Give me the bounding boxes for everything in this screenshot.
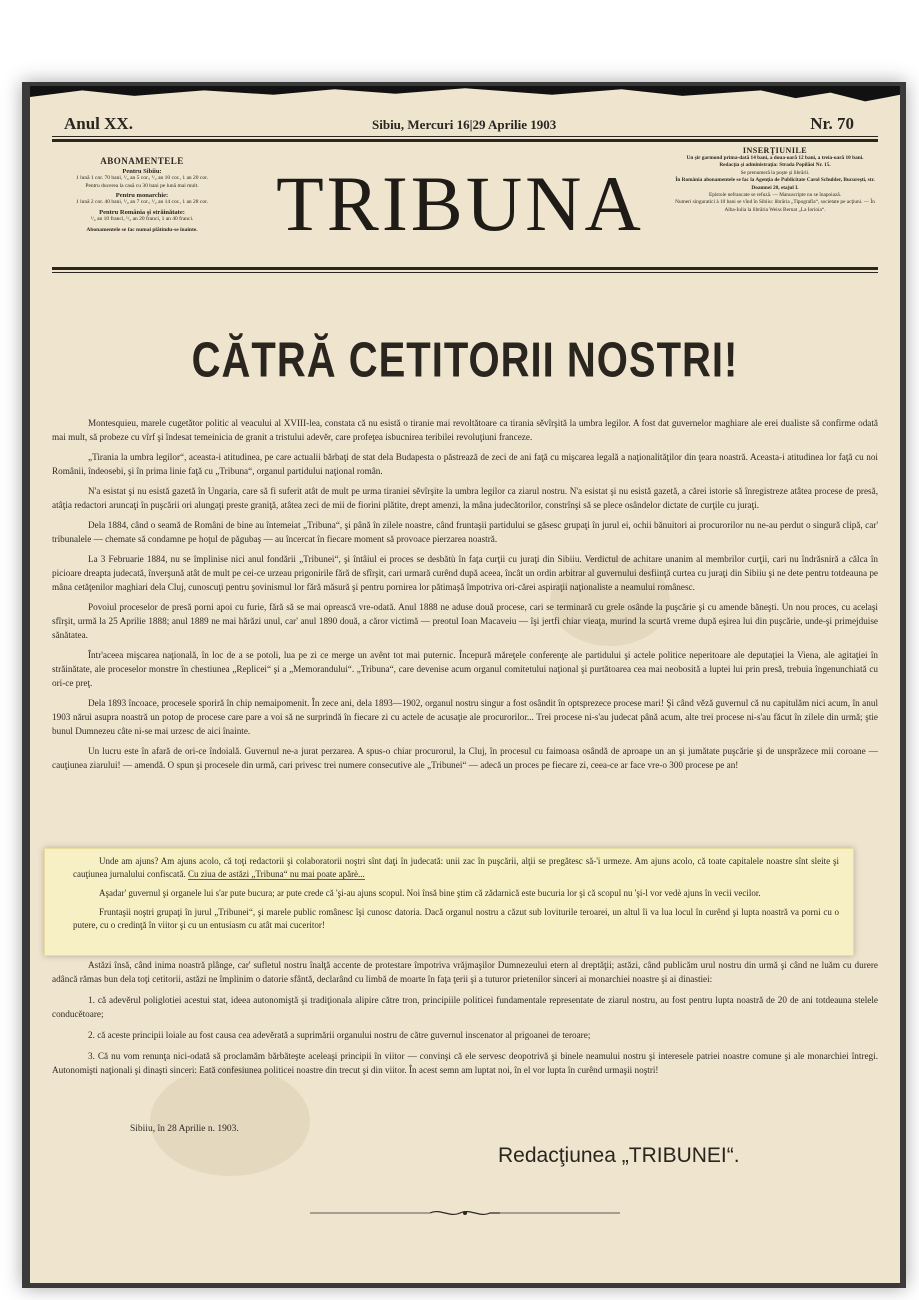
paragraph: Dela 1893 încoace, procesele sporiră în chip nemaipomenit. În zece ani, dela 1893—1902, organul nostru singur a fost osândit în optsprezece procese mari! Şi când věză guvernul că nu capitulăm nici acum, în anul 1903 năruì asupra noastră un potop de procese care pare a voi să ne surprindă în fiecare zi cu actele de acusaţie ale procurorilor... Trei procese ni-s'au judecat până acum, alte trei procese ni-s'au făcut în zilele din urmă; ştie bunul Dumnezeu câte ni-se mai urzesc de aici înainte.	[52, 698, 878, 736]
article-body	[52, 416, 878, 778]
single-issue-note: Numeri singuratici à 10 bani se vînd în Sibiiu: librăria „Tipografia“, societate pe acţiuni. — În Alba-Iulia la librăria Weiss Bernat „La Iorioia“.	[675, 199, 875, 213]
place-date: Sibiiu, în 28 Aprilie n. 1903.	[130, 1124, 239, 1134]
paragraph: Povoiul proceselor de presă porni apoi cu furie, fără să se mai oprească vre-odată. Anul 1888 ne aduse două procese, cari se terminară cu grele osânde la puşcărie şi cu amende băneşti. Un nou proces, cu acelaşi sfîrşit, urmă la 25 Aprilie 1888; anul 1889 ne mai hărăzi unul, car' anul 1890 două, a căror victimă — preotul Ioan Macaveiu — îşi jertfi chiar vieaţa, murind la scurtă vreme după eşirea lui din puşcărie, unde-şi primejduise sănătatea.	[52, 602, 878, 640]
advertising-rates: Un şir garmond prima-dată 14 bani, a doua-oară 12 bani, a treia-oară 10 bani.	[686, 155, 864, 161]
paragraph: Într'aceea mişcarea naţională, în loc de a se potoli, lua pe zi ce merge un avênt tot mai puternic. Începură măreţele conferenţe ale partidului şi actele politice neperitoare ale deputaţiei la Viena, ale agitaţiei în străinătate, ale proceselor monstre în chestiunea „Replicei“ şi a „Memorandului“. „Tribuna“, care devenise acum organul comitetului naţional şi purtătoarea cea mai neobosită a luptei lui prin presă, trebuia îngenunchiată cu ori-ce preţ.	[52, 650, 878, 688]
paragraph: Montesquieu, marele cugetător politic al veacului al XVIII-lea, constata că nu esistă o tiranie mai revoltătoare ca tirania sěvîrşită la umbra legilor. A fost dat guvernelor maghiare ale erei dualiste să confirme odată mai mult, să probeze cu vîrf şi îndesat temeinicia de granit a tristului adevěr, care profeţea isbucnirea teribilei revoluţiuni franceze.	[52, 418, 878, 442]
closing-paragraph: Astăzi însă, când inima noastră plânge, car' sufletul nostru înalţă accente de protestare împotriva vrăjmaşilor Dumnezeului etern al dreptăţii; astăzi, când publicăm urul nostru din urmă şi când ne luăm cu durere adâncă rămas bun dela toţi cetitorii, astăzi ne împlinim o datorie sfântă, declarând cu limbă de moarte în faţa ţerii şi a tuturor prietenilor sinceri ai monarchiei noastre şi ai dinastiei:	[52, 960, 878, 984]
subscription-heading: ABONAMENTELE	[100, 156, 184, 166]
underlined-sentence: Cu ziua de astăzi „Tribuna“ nu mai poate apărè...	[187, 869, 365, 879]
advertising-box	[670, 146, 880, 214]
declaration-item: 3. Că nu vom renunţa nici-odată să proclamăm bărbăteşte aceleaşi principii în viitor — convinşi că ele servesc deopotrivă şi binele neamului nostru şi interesele patriei noastre comune şi ale monarchiei întregi. Autonomişti naţionali şi dinaşti sinceri: Eată confesiunea politicei noastre din trecut şi din viitor. În acest semn am luptat noi, în el vor lupta în curênd urmaşii noştri!	[52, 1051, 878, 1075]
torn-edge	[30, 86, 900, 108]
paragraph: Dela 1884, când o seamă de Români de bine au întemeiat „Tribuna“, şi până în zilele noastre, când fruntaşii partidului se găsesc grupaţi în jurul ei, ochii bănuitori ai procurorilor nu ne-au perdut o singură clipă, car' tribunalele — chemate să condamne pe hoţul de păgubaş — au încercat în fiecare moment să provoace pierzarea noastră.	[52, 520, 878, 544]
romania-prices: ¹/₄ an 10 franci, ¹/₂ an 20 franci, 1 an 40 franci.	[90, 215, 194, 222]
declaration-item: 1. că adevěrul poliglotiei acestui stat, ideea autonomiştă şi tradiţionala alipire către tron, principiile politicei fundamentale representate de ziarul nostru, au fost pentru lupta noastră de 20 de ani totdeauna stelele conducĕtoare;	[52, 995, 878, 1019]
closing-ornament	[310, 1208, 620, 1218]
advertising-heading: INSERŢIUNILE	[742, 146, 808, 155]
highlight-paragraph: Unde am ajuns? Am ajuns acolo, că toţi redactorii şi colaboratorii noştri sînt daţi în judecată: unii zac în puşcării, alţii se pregătesc să-'i urmeze. Am ajuns acolo, că toate capitalele noastre sînt sleite şi cauţiunea jurnalului confiscată. Cu ziua de astăzi „Tribuna“ nu mai poate apărè...	[73, 856, 839, 879]
signature: Redacţiunea „TRIBUNEI“.	[498, 1144, 740, 1167]
issue-number: Nr. 70	[810, 114, 854, 133]
highlighted-passage[interactable]	[44, 848, 854, 956]
monarhie-label: Pentru monarchie:	[115, 192, 169, 199]
letters-note: Epistole nefrancate se refuză. — Manuscripte nu se înapoiază.	[708, 192, 842, 199]
header-bottom-rule-thin	[52, 272, 878, 273]
highlight-paragraph: Fruntaşii noştri grupaţi în jurul „Tribunei“, şi marele public românesc îşi cunosc datoria. Dacă organul nostru a căzut sub loviturile teroarei, un altul îi va lua locul în curênd şi lupta noastră va porni cu o putere, cu o credinţă în viitor şi cu un entusiasm cu atât mai cuceritor!	[73, 907, 839, 930]
issue-date: Sibiu, Mercuri 16|29 Aprilie 1903	[372, 117, 557, 132]
newspaper-title: TRIBUNA	[276, 160, 644, 247]
paragraph: Un lucru este în afară de ori-ce îndoială. Guvernul ne-a jurat perzarea. A spus-o chiar procurorul, la Cluj, în procesul cu faimoasa osândă de aproape un an şi jumătate puşcărie şi de unsprăzece mii coroane — cauţiunea ziarului! — amendă. O spun şi procesele din urmă, cari privesc trei numere consecutive ale „Tribunei“ — adecă un proces pe fiecare zi, ceea-ce ar face vre-o 300 procese pe an!	[52, 746, 878, 770]
issue-label: Anul XX.	[64, 114, 133, 133]
monarhie-prices: 1 lună 2 cor. 40 bani, ¹/₄ an 7 cor., ¹/₂ an 14 cor., 1 an 28 cor.	[75, 199, 209, 205]
sibiu-label: Pentru Sibiiu:	[122, 168, 162, 175]
paragraph: „Tirania la umbra legilor“, aceasta-i atitudinea, pe care actualii bărbaţi de stat dela Budapesta o păstrează de zeci de ani faţă cu mişcarea legală a naţionalităţilor din ţeara noastră. Aceasta-i atitudinea lor faţă cu noi Românii, îndeosebi, şi în prima linie faţă cu „Tribuna“, organul partidului naţional român.	[52, 452, 878, 476]
newspaper-page	[30, 86, 900, 1283]
sibiu-delivery: Pentru ducerea la casă cu 30 bani pe lună mai mult.	[85, 182, 199, 189]
highlight-paragraph: Aşadar' guvernul şi organele lui s'ar pute bucura; ar pute crede că 'şi-au ajuns scopul. Noi însă bine ştim că zădarnică este bucuria lor şi că scopul nu 'şi-l vor vedè ajuns în vecii vecilor.	[99, 888, 761, 898]
paragraph: La 3 Februarie 1884, nu se împlinise nici anul fondării „Tribunei“, şi întâiul ei proces se desbătù în faţa curţii cu juraţi din Sibiiu. Verdictul de achitare unanim al membrilor curţii, cari nu îndrăsniră a călca în picioare dreapta judecată, înverşună atât de mult pe cei-ce urzeau prigonirile fără de sfîrşit, cari urmară curênd după aceea, încât un ordin arbitrar al guvernului desfiinţă curtea cu juraţi din Sibiiu şi ne dete pentru totdeauna pe mâna cetăţenilor maghiari dela Cluj, cunoscuţi pentru şovinismul lor fără măsură şi pentru pornirea lor pătimaşă împotriva ori-cărei aspiraţii naţionaliste a neamului românesc.	[52, 554, 878, 592]
romania-label: Pentru România şi străinătate:	[99, 208, 185, 216]
subscription-footer: Abonamentele se fac numai plătindu-se înainte.	[86, 227, 198, 233]
romania-agency: În România abonamentele se fac la Agenţia de Publicitate Carol Schulder, Bucureşti, str. Doamnei 20, etajul I.	[675, 177, 875, 191]
article-closing	[52, 958, 878, 1084]
masthead-line	[30, 110, 900, 132]
article-headline: CĂTRĂ CETITORII NOSTRI!	[191, 334, 739, 388]
masthead-rule-thick	[52, 139, 878, 142]
header-bottom-rule	[52, 267, 878, 270]
masthead-rule	[52, 136, 878, 137]
subscription-box	[44, 156, 240, 235]
declaration-item: 2. că aceste principii loiale au fost causa cea adevěrată a suprimării organului nostru de către guvernul inscenator al prigoanei de teroare;	[88, 1030, 591, 1040]
editorial-address: Redacţia şi administraţia: Strada Popilăoi Nr. 15.	[719, 162, 831, 169]
paragraph: N'a esistat şi nu esistă gazetă în Ungaria, care să fi suferit atât de mult pe urma tiraniei sěvîrşite la umbra legilor ca ziarul nostru. N'a esistat şi nu esistă gazetă, a cărei istorie să înregistreze atâtea procese de presă, atâţia redactori aruncaţi în puşcării ori alungaţi preste graniţă, atâtea zeci de mii de fiorini plătite, drept amenzi, la mâna judecătorilor, constrînşi să se plece osândelor dictate de curţile cu juraţi.	[52, 486, 878, 510]
subscription-note: Se prenumeră la poşte şi librării.	[740, 169, 810, 176]
sibiu-prices: 1 lună 1 cor. 70 bani, ¹/₄ an 5 cor., ¹/₂ an 10 cor., 1 an 20 cor.	[75, 175, 209, 181]
